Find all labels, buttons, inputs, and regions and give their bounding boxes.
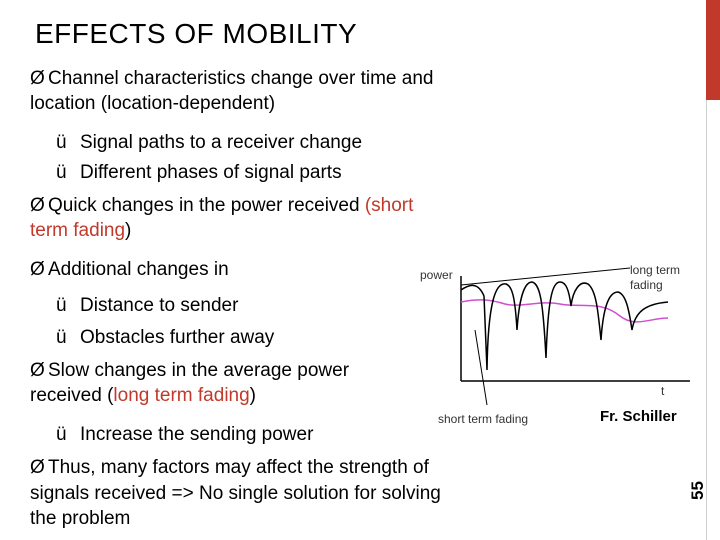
check-icon: ü	[56, 295, 67, 316]
author-credit: Fr. Schiller	[600, 408, 677, 425]
bullet-5: Ø Thus, many factors may affect the strength of	[30, 457, 429, 478]
bullet-2: Ø Quick changes in the power received (short	[30, 195, 414, 216]
arrow-bullet-icon: Ø	[30, 68, 45, 89]
short-term-fading-curve	[461, 282, 668, 370]
arrow-bullet-icon: Ø	[30, 360, 45, 381]
bullet-4: Ø Slow changes in the average power	[30, 360, 350, 381]
bullet-5-cont2: the problem	[30, 508, 131, 529]
check-icon: ü	[56, 327, 67, 348]
sub-bullet-4: ü Obstacles further away	[56, 327, 275, 348]
bullet-1: Ø Channel characteristics change over time and	[30, 68, 434, 89]
long-term-pointer-line	[461, 268, 630, 285]
check-icon: ü	[56, 162, 67, 183]
bullet-3: Ø Additional changes in	[30, 259, 229, 280]
short-term-label: short term fading	[438, 412, 529, 426]
check-icon: ü	[56, 424, 67, 445]
bullet-4-cont: received (long term fading)	[30, 385, 256, 406]
arrow-bullet-icon: Ø	[30, 195, 45, 216]
sub-bullet-1: ü Signal paths to a receiver change	[56, 132, 363, 153]
time-label: t	[661, 384, 665, 398]
bullet-2-cont: term fading)	[30, 220, 132, 241]
sub-bullet-3: ü Distance to sender	[56, 295, 239, 316]
arrow-bullet-icon: Ø	[30, 457, 45, 478]
power-label: power	[420, 268, 453, 282]
long-term-label: long term fading	[630, 263, 681, 292]
page-number: 55	[688, 481, 707, 500]
sub-bullet-5: ü Increase the sending power	[56, 424, 314, 445]
check-icon: ü	[56, 132, 67, 153]
slide-title: EFFECTS OF MOBILITY	[35, 18, 358, 49]
bullet-5-cont: signals received => No single solution for solving	[30, 483, 441, 504]
arrow-bullet-icon: Ø	[30, 259, 45, 280]
sub-bullet-2: ü Different phases of signal parts	[56, 162, 342, 183]
bullet-1-cont: location (location-dependent)	[30, 93, 276, 114]
